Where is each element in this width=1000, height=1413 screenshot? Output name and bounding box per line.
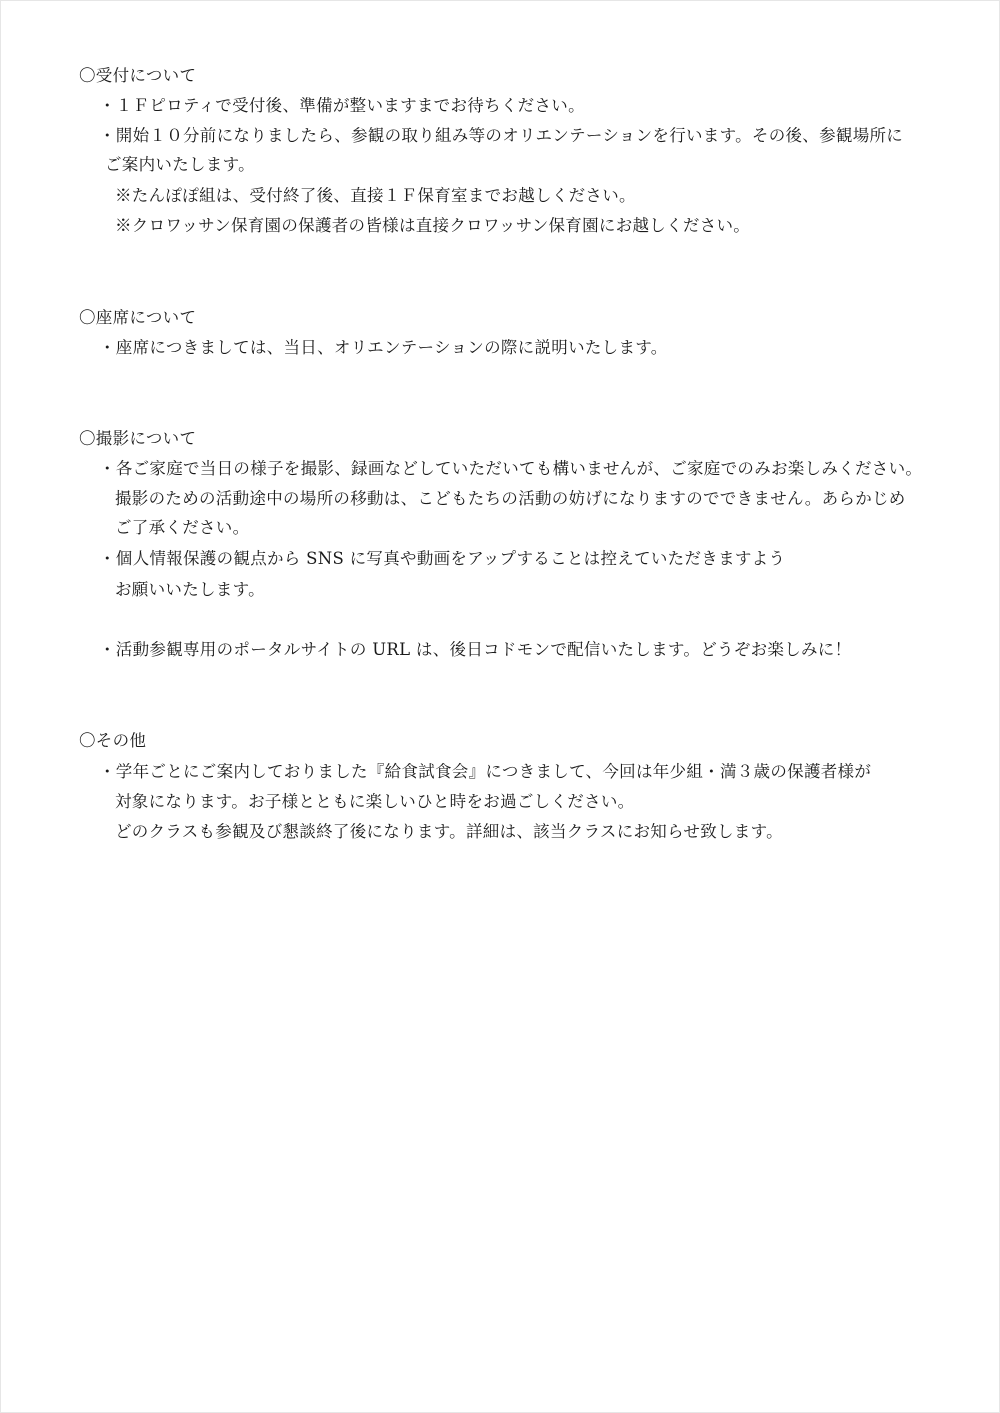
reception-heading: 〇受付について	[79, 66, 197, 85]
photography-line-4: ・個人情報保護の観点から SNS に写真や動画をアップすることは控えていただきますよう	[99, 549, 786, 568]
reception-line-1: ・１Ｆピロティで受付後、準備が整いますまでお待ちください。	[99, 96, 585, 115]
reception-line-2: ・開始１０分前になりましたら、参観の取り組み等のオリエンテーションを行います。その後、参観場所に	[99, 126, 904, 145]
reception-note-tanpopo: ※たんぽぽ組は、受付終了後、直接１Ｆ保育室までお越しください。	[115, 186, 636, 205]
reception-line-3: ご案内いたします。	[105, 155, 255, 174]
photography-line-portal: ・活動参観専用のポータルサイトの URL は、後日コドモンで配信いたします。どうぞお楽しみに！	[99, 640, 852, 659]
photography-line-3: ご了承ください。	[115, 518, 250, 537]
seating-heading: 〇座席について	[79, 308, 197, 327]
photography-line-1: ・各ご家庭で当日の様子を撮影、録画などしていただいても構いませんが、ご家庭でのみお楽しみください。	[99, 459, 923, 478]
other-line-2: 対象になります。お子様とともに楽しいひと時をお過ごしください。	[115, 792, 635, 811]
other-line-1: ・学年ごとにご案内しておりました『給食試食会』につきまして、今回は年少組・満３歳の保護者様が	[99, 762, 872, 781]
photography-line-2: 撮影のための活動途中の場所の移動は、こどもたちの活動の妨げになりますのでできません。あらかじめ	[115, 489, 906, 508]
photography-line-5: お願いいたします。	[115, 580, 265, 599]
other-line-3: どのクラスも参観及び懇談終了後になります。詳細は、該当クラスにお知らせ致します。	[115, 822, 783, 841]
photography-heading: 〇撮影について	[79, 429, 197, 448]
seating-line-1: ・座席につきましては、当日、オリエンテーションの際に説明いたします。	[99, 338, 668, 357]
reception-note-croissant: ※クロワッサン保育園の保護者の皆様は直接クロワッサン保育園にお越しください。	[115, 216, 751, 235]
other-heading: 〇その他	[79, 731, 147, 750]
